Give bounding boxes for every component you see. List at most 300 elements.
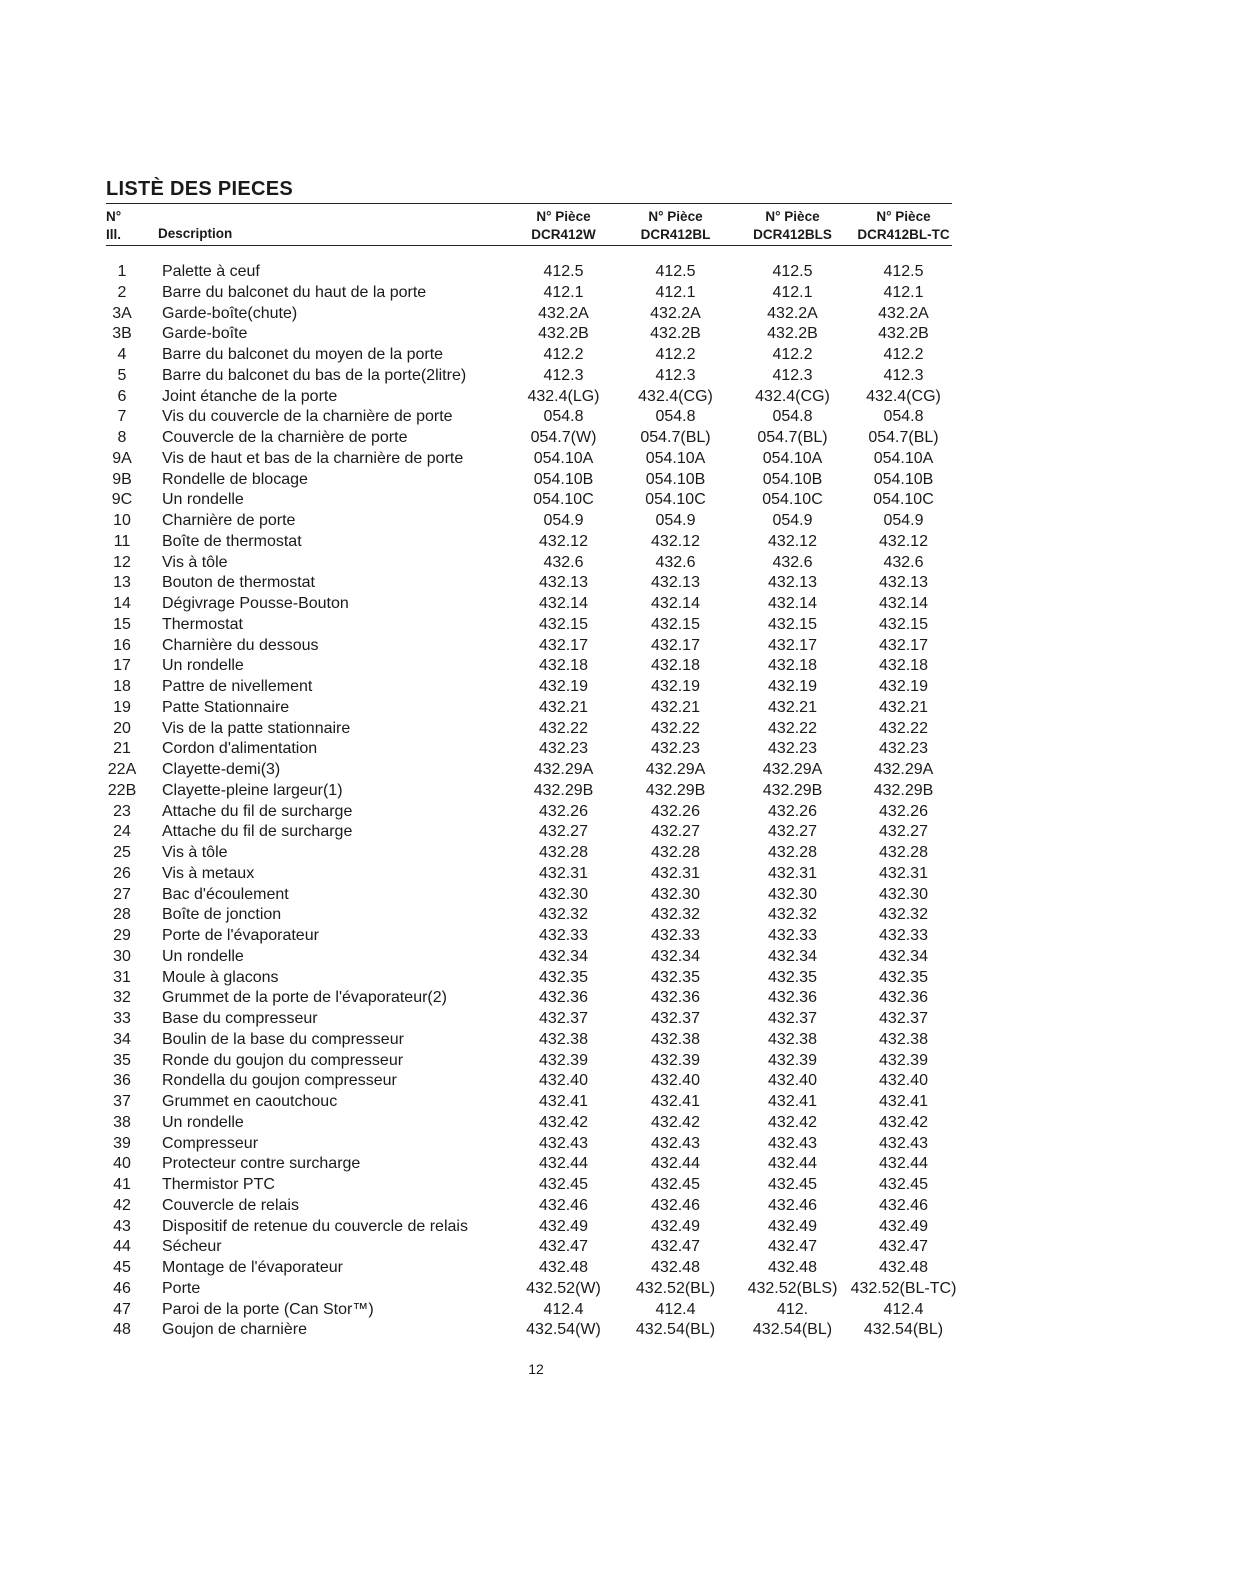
part-number-dcr412bls: 412.1 (772, 283, 813, 301)
item-description: Attache du fil de surcharge (162, 823, 353, 841)
item-description: Moule à glacons (162, 968, 279, 986)
part-number-dcr412bl-tc: 432.44 (879, 1155, 928, 1173)
part-number-dcr412bl-tc: 432.13 (879, 574, 928, 592)
item-number: 33 (113, 1010, 131, 1027)
item-number: 5 (117, 366, 127, 384)
table-row (106, 1217, 1006, 1238)
part-number-dcr412bls: 432.35 (768, 968, 817, 986)
table-row (106, 407, 1006, 428)
item-description: Cordon d'alimentation (162, 740, 318, 758)
part-number-dcr412bls: 432.17 (768, 636, 817, 654)
part-number-dcr412bl-tc: 054.7(BL) (868, 429, 939, 446)
item-description: Vis à metaux (162, 864, 255, 882)
item-number: 4 (117, 346, 127, 363)
part-number-dcr412w: 432.34 (539, 947, 588, 965)
part-number-dcr412w: 432.19 (539, 678, 588, 695)
part-number-dcr412bls: 412.5 (772, 263, 813, 280)
part-number-dcr412bl: 432.30 (651, 885, 700, 903)
item-number: 16 (113, 636, 131, 654)
part-number-dcr412bl: 432.36 (651, 989, 700, 1007)
item-description: Rondella du goujon compresseur (162, 1072, 397, 1090)
part-number-dcr412bl-tc: 412.3 (883, 366, 924, 384)
part-number-dcr412bl: 432.33 (651, 927, 700, 944)
item-number: 1 (117, 263, 127, 280)
item-number: 35 (113, 1051, 131, 1069)
table-row (106, 1071, 1006, 1092)
part-number-dcr412w: 432.2B (538, 325, 589, 343)
item-number: 29 (113, 927, 131, 944)
item-number: 36 (113, 1072, 131, 1090)
table-row (106, 1320, 1006, 1341)
item-description: Base du compresseur (162, 1010, 318, 1027)
part-number-dcr412bls: 432.44 (768, 1155, 817, 1173)
part-number-dcr412w: 432.33 (539, 927, 588, 944)
part-number-dcr412bls: 432.33 (768, 927, 817, 944)
part-number-dcr412bl-tc: 432.6 (883, 553, 924, 571)
part-number-dcr412bl-tc: 432.43 (879, 1134, 928, 1152)
header-part-label: N° Pièce (765, 209, 820, 224)
part-number-dcr412bl-tc: 432.22 (879, 719, 928, 737)
table-row (106, 698, 1006, 719)
part-number-dcr412w: 432.22 (539, 719, 588, 737)
table-row (106, 594, 1006, 615)
part-number-dcr412bl: 054.10A (645, 449, 706, 467)
item-number: 28 (113, 906, 131, 924)
part-number-dcr412w: 432.44 (539, 1155, 588, 1173)
part-number-dcr412w: 432.29B (533, 781, 594, 799)
part-number-dcr412w: 432.15 (539, 615, 588, 633)
item-description: Paroi de la porte (Can Stor™) (162, 1300, 374, 1318)
part-number-dcr412bl: 432.12 (651, 532, 700, 550)
header-top-rule (106, 203, 952, 204)
part-number-dcr412bls: 432.13 (768, 574, 817, 592)
page-number: 12 (528, 1361, 544, 1377)
part-number-dcr412bls: 054.10B (762, 470, 823, 488)
part-number-dcr412w: 054.10C (533, 491, 594, 509)
item-number: 37 (113, 1093, 131, 1110)
part-number-dcr412bl-tc: 432.35 (879, 968, 928, 986)
part-number-dcr412w: 054.7(W) (530, 429, 597, 446)
part-number-dcr412bls: 432.12 (768, 532, 817, 550)
item-number: 14 (113, 595, 131, 612)
item-description: Vis du couvercle de la charnière de porte (162, 408, 453, 426)
item-description: Thermostat (162, 615, 243, 633)
table-row (106, 1279, 1006, 1300)
part-number-dcr412w: 412.2 (543, 346, 584, 363)
part-number-dcr412bl-tc: 432.42 (879, 1113, 928, 1131)
part-number-dcr412bl-tc: 432.37 (879, 1010, 928, 1027)
part-number-dcr412bl-tc: 432.27 (879, 823, 928, 841)
page-title: LISTÈ DES PIECES (106, 178, 294, 200)
part-number-dcr412bl: 432.44 (651, 1155, 700, 1173)
item-number: 34 (113, 1030, 131, 1048)
part-number-dcr412bl: 432.2A (650, 304, 701, 322)
part-number-dcr412bls: 432.15 (768, 615, 817, 633)
item-number: 9A (112, 449, 132, 467)
item-description: Couvercle de relais (162, 1196, 299, 1214)
part-number-dcr412bl: 412.4 (655, 1300, 696, 1318)
part-number-dcr412bl: 432.4(CG) (638, 387, 713, 405)
part-number-dcr412bl-tc: 054.10C (873, 491, 934, 509)
table-row (106, 324, 1006, 345)
part-number-dcr412bl-tc: 432.31 (879, 864, 928, 882)
part-number-dcr412w: 412.3 (543, 366, 584, 384)
part-number-dcr412bl-tc: 432.34 (879, 947, 928, 965)
part-number-dcr412bl: 054.10C (645, 491, 706, 509)
item-number: 13 (113, 574, 131, 592)
item-number: 23 (113, 802, 131, 820)
part-number-dcr412w: 054.10A (533, 449, 594, 467)
header-part-col-dcr412w (506, 208, 621, 244)
part-number-dcr412bl: 432.23 (651, 740, 700, 758)
table-row (106, 1196, 1006, 1217)
item-number: 32 (113, 989, 131, 1007)
part-number-dcr412w: 432.45 (539, 1176, 588, 1193)
part-number-dcr412bls: 432.29B (762, 781, 823, 799)
part-number-dcr412bl: 432.39 (651, 1051, 700, 1069)
parts-list (106, 262, 1006, 1341)
part-number-dcr412bl: 412.1 (655, 283, 696, 301)
part-number-dcr412bl: 432.29A (645, 761, 706, 778)
part-number-dcr412bl: 432.19 (651, 678, 700, 695)
part-number-dcr412bl: 054.10B (645, 470, 706, 488)
part-number-dcr412w: 432.18 (539, 657, 588, 675)
item-description: Garde-boîte (162, 325, 248, 343)
part-number-dcr412w: 432.29A (533, 761, 594, 778)
item-number: 3B (112, 325, 132, 343)
item-description: Clayette-pleine largeur(1) (162, 781, 343, 799)
table-row (106, 781, 1006, 802)
header-model-label: DCR412BL-TC (857, 227, 950, 242)
part-number-dcr412bls: 432.49 (768, 1217, 817, 1235)
part-number-dcr412bls: 432.46 (768, 1196, 817, 1214)
part-number-dcr412w: 432.4(LG) (527, 387, 600, 405)
part-number-dcr412w: 432.36 (539, 989, 588, 1007)
part-number-dcr412w: 412.5 (543, 263, 584, 280)
item-description: Ronde du goujon du compresseur (162, 1051, 404, 1069)
item-description: Vis de haut et bas de la charnière de porte (162, 449, 464, 467)
item-number: 45 (113, 1259, 131, 1276)
part-number-dcr412bl: 432.41 (651, 1093, 700, 1110)
part-number-dcr412bl: 432.14 (651, 595, 700, 612)
part-number-dcr412bl-tc: 432.39 (879, 1051, 928, 1069)
item-description: Charnière de porte (162, 512, 296, 529)
part-number-dcr412w: 432.40 (539, 1072, 588, 1090)
part-number-dcr412w: 432.28 (539, 844, 588, 861)
item-number: 30 (113, 947, 131, 965)
part-number-dcr412w: 432.12 (539, 532, 588, 550)
part-number-dcr412w: 432.49 (539, 1217, 588, 1235)
table-row (106, 553, 1006, 574)
part-number-dcr412w: 054.9 (543, 512, 584, 529)
part-number-dcr412bls: 054.10A (762, 449, 823, 467)
table-row (106, 511, 1006, 532)
item-description: Un rondelle (162, 947, 244, 965)
part-number-dcr412bl-tc: 432.48 (879, 1259, 928, 1276)
item-description: Barre du balconet du moyen de la porte (162, 346, 444, 363)
part-number-dcr412bls: 432.2B (767, 325, 818, 343)
part-number-dcr412bl-tc: 432.29A (873, 761, 934, 778)
table-row (106, 1030, 1006, 1051)
table-row (106, 719, 1006, 740)
part-number-dcr412bls: 432.30 (768, 885, 817, 903)
part-number-dcr412bl-tc: 412.4 (883, 1300, 924, 1318)
part-number-dcr412bl-tc: 432.41 (879, 1093, 928, 1110)
part-number-dcr412bl: 432.17 (651, 636, 700, 654)
part-number-dcr412bl: 432.31 (651, 864, 700, 882)
item-number: 42 (113, 1196, 131, 1214)
item-description: Palette à ceuf (162, 263, 260, 280)
item-number: 21 (113, 740, 131, 758)
item-number: 11 (113, 532, 131, 550)
part-number-dcr412bl-tc: 432.4(CG) (866, 387, 941, 405)
table-row (106, 532, 1006, 553)
part-number-dcr412bl: 432.2B (650, 325, 701, 343)
item-number: 22B (107, 781, 137, 799)
part-number-dcr412bls: 412.2 (772, 346, 813, 363)
item-description: Porte de l'évaporateur (162, 927, 319, 944)
part-number-dcr412bls: 432.39 (768, 1051, 817, 1069)
part-number-dcr412bls: 054.10C (762, 491, 823, 509)
part-number-dcr412bl-tc: 432.12 (879, 532, 928, 550)
part-number-dcr412bl-tc: 054.10B (873, 470, 934, 488)
part-number-dcr412w: 432.13 (539, 574, 588, 592)
part-number-dcr412bl-tc: 432.21 (879, 698, 928, 716)
part-number-dcr412bl-tc: 054.10A (873, 449, 934, 467)
part-number-dcr412bl-tc: 054.9 (883, 512, 924, 529)
part-number-dcr412w: 432.2A (538, 304, 589, 322)
item-description: Protecteur contre surcharge (162, 1155, 361, 1173)
part-number-dcr412bl: 432.45 (651, 1176, 700, 1193)
table-row (106, 366, 1006, 387)
item-description: Attache du fil de surcharge (162, 802, 353, 820)
part-number-dcr412bl-tc: 432.40 (879, 1072, 928, 1090)
part-number-dcr412bls: 054.8 (772, 408, 813, 426)
item-description: Charnière du dessous (162, 636, 319, 654)
part-number-dcr412bls: 432.38 (768, 1030, 817, 1048)
part-number-dcr412bl-tc: 432.45 (879, 1176, 928, 1193)
item-number: 8 (117, 429, 127, 446)
item-number: 12 (113, 553, 131, 571)
part-number-dcr412bl-tc: 432.52(BL-TC) (850, 1279, 957, 1297)
item-description: Vis de la patte stationnaire (162, 719, 351, 737)
table-row (106, 1175, 1006, 1196)
table-row (106, 988, 1006, 1009)
header-ill-label: Ill. (106, 227, 122, 242)
item-number: 17 (113, 657, 131, 675)
part-number-dcr412bl: 432.37 (651, 1010, 700, 1027)
item-number: 43 (113, 1217, 131, 1235)
part-number-dcr412w: 432.17 (539, 636, 588, 654)
part-number-dcr412bl-tc: 432.15 (879, 615, 928, 633)
header-part-col-dcr412bl-tc (846, 208, 961, 244)
header-part-label: N° Pièce (648, 209, 703, 224)
item-number: 31 (113, 968, 131, 986)
part-number-dcr412bl-tc: 432.2B (878, 325, 929, 343)
part-number-dcr412w: 432.35 (539, 968, 588, 986)
part-number-dcr412bls: 432.6 (772, 553, 813, 571)
item-number: 24 (113, 823, 131, 841)
part-number-dcr412bl-tc: 432.33 (879, 927, 928, 944)
item-number: 22A (107, 761, 137, 778)
item-description: Couvercle de la charnière de porte (162, 429, 408, 446)
part-number-dcr412bl: 432.40 (651, 1072, 700, 1090)
part-number-dcr412bl: 432.13 (651, 574, 700, 592)
item-description: Dispositif de retenue du couvercle de relais (162, 1217, 468, 1235)
part-number-dcr412bl: 432.32 (651, 906, 700, 924)
item-number: 3A (112, 304, 132, 322)
part-number-dcr412bls: 412.3 (772, 366, 813, 384)
part-number-dcr412bls: 432.52(BLS) (747, 1279, 838, 1297)
part-number-dcr412bl-tc: 432.54(BL) (863, 1321, 944, 1339)
header-model-label: DCR412BLS (753, 227, 832, 242)
part-number-dcr412bls: 432.47 (768, 1238, 817, 1256)
part-number-dcr412w: 432.31 (539, 864, 588, 882)
item-number: 2 (117, 283, 127, 301)
item-number: 40 (113, 1155, 131, 1173)
item-number: 6 (117, 387, 127, 405)
item-description: Barre du balconet du bas de la porte(2litre) (162, 366, 467, 384)
part-number-dcr412bl-tc: 432.26 (879, 802, 928, 820)
item-number: 7 (117, 408, 127, 426)
part-number-dcr412bl: 432.54(BL) (635, 1321, 716, 1339)
part-number-dcr412bls: 432.27 (768, 823, 817, 841)
table-row (106, 1237, 1006, 1258)
part-number-dcr412bl: 432.26 (651, 802, 700, 820)
part-number-dcr412w: 432.46 (539, 1196, 588, 1214)
table-row (106, 283, 1006, 304)
part-number-dcr412bl: 432.35 (651, 968, 700, 986)
item-number: 39 (113, 1134, 131, 1152)
part-number-dcr412w: 432.38 (539, 1030, 588, 1048)
part-number-dcr412bl: 412.2 (655, 346, 696, 363)
part-number-dcr412bl: 432.18 (651, 657, 700, 675)
item-description: Clayette-demi(3) (162, 761, 281, 778)
table-row (106, 802, 1006, 823)
table-row (106, 1009, 1006, 1030)
part-number-dcr412bl-tc: 412.1 (883, 283, 924, 301)
header-number-label: N° (106, 209, 122, 224)
item-description: Bouton de thermostat (162, 574, 315, 592)
part-number-dcr412bl: 412.5 (655, 263, 696, 280)
table-row (106, 470, 1006, 491)
part-number-dcr412bl: 432.28 (651, 844, 700, 861)
item-description: Rondelle de blocage (162, 470, 308, 488)
table-row (106, 739, 1006, 760)
part-number-dcr412bls: 412. (776, 1300, 809, 1318)
part-number-dcr412bl: 432.27 (651, 823, 700, 841)
item-number: 27 (113, 885, 131, 903)
table-row (106, 345, 1006, 366)
part-number-dcr412bl-tc: 432.18 (879, 657, 928, 675)
table-row (106, 1134, 1006, 1155)
part-number-dcr412bl: 432.49 (651, 1217, 700, 1235)
table-row (106, 387, 1006, 408)
table-row (106, 573, 1006, 594)
item-description: Vis à tôle (162, 844, 228, 861)
part-number-dcr412bls: 432.14 (768, 595, 817, 612)
part-number-dcr412w: 432.27 (539, 823, 588, 841)
part-number-dcr412bl: 054.7(BL) (640, 429, 711, 446)
part-number-dcr412bls: 432.23 (768, 740, 817, 758)
item-description: Patte Stationnaire (162, 698, 290, 716)
part-number-dcr412w: 432.26 (539, 802, 588, 820)
item-number: 10 (113, 512, 131, 529)
table-row (106, 656, 1006, 677)
part-number-dcr412bls: 432.29A (762, 761, 823, 778)
part-number-dcr412w: 432.21 (539, 698, 588, 716)
item-description: Dégivrage Pousse-Bouton (162, 595, 349, 612)
table-row (106, 1051, 1006, 1072)
part-number-dcr412bls: 432.54(BL) (752, 1321, 833, 1339)
part-number-dcr412w: 412.1 (543, 283, 584, 301)
item-number: 44 (113, 1238, 131, 1256)
part-number-dcr412bl: 432.42 (651, 1113, 700, 1131)
part-number-dcr412bls: 432.21 (768, 698, 817, 716)
part-number-dcr412bl-tc: 412.2 (883, 346, 924, 363)
item-description: Sécheur (162, 1238, 222, 1256)
table-row (106, 636, 1006, 657)
part-number-dcr412w: 432.43 (539, 1134, 588, 1152)
header-part-col-dcr412bls (735, 208, 850, 244)
part-number-dcr412bl: 432.38 (651, 1030, 700, 1048)
part-number-dcr412bls: 432.26 (768, 802, 817, 820)
item-description: Un rondelle (162, 657, 244, 675)
part-number-dcr412bls: 432.40 (768, 1072, 817, 1090)
part-number-dcr412w: 432.37 (539, 1010, 588, 1027)
part-number-dcr412bl-tc: 432.32 (879, 906, 928, 924)
item-number: 46 (113, 1279, 131, 1297)
part-number-dcr412bls: 054.7(BL) (757, 429, 828, 446)
part-number-dcr412bl: 432.22 (651, 719, 700, 737)
header-description: Description (158, 226, 233, 241)
part-number-dcr412bls: 054.9 (772, 512, 813, 529)
part-number-dcr412bl-tc: 432.19 (879, 678, 928, 695)
part-number-dcr412bls: 432.2A (767, 304, 818, 322)
table-row (106, 262, 1006, 283)
table-row (106, 1258, 1006, 1279)
part-number-dcr412bl: 432.46 (651, 1196, 700, 1214)
part-number-dcr412bl-tc: 412.5 (883, 263, 924, 280)
item-number: 20 (113, 719, 131, 737)
item-number: 15 (113, 615, 131, 633)
item-number: 48 (113, 1321, 131, 1339)
table-row (106, 1113, 1006, 1134)
item-description: Un rondelle (162, 1113, 244, 1131)
part-number-dcr412w: 432.6 (543, 553, 584, 571)
item-description: Bac d'écoulement (162, 885, 289, 903)
item-description: Joint étanche de la porte (162, 387, 338, 405)
table-row (106, 677, 1006, 698)
item-description: Porte (162, 1279, 201, 1297)
item-description: Grummet en caoutchouc (162, 1093, 338, 1110)
part-number-dcr412bl-tc: 432.36 (879, 989, 928, 1007)
part-number-dcr412bl: 432.29B (645, 781, 706, 799)
part-number-dcr412w: 054.8 (543, 408, 584, 426)
table-row (106, 449, 1006, 470)
part-number-dcr412bl-tc: 432.46 (879, 1196, 928, 1214)
item-number: 9B (112, 470, 132, 488)
part-number-dcr412w: 432.42 (539, 1113, 588, 1131)
part-number-dcr412w: 432.48 (539, 1259, 588, 1276)
item-description: Garde-boîte(chute) (162, 304, 298, 322)
table-row (106, 926, 1006, 947)
header-bottom-rule (106, 245, 952, 246)
part-number-dcr412bl-tc: 432.38 (879, 1030, 928, 1048)
part-number-dcr412bl: 054.8 (655, 408, 696, 426)
header-number-col (106, 208, 121, 244)
table-row (106, 1300, 1006, 1321)
